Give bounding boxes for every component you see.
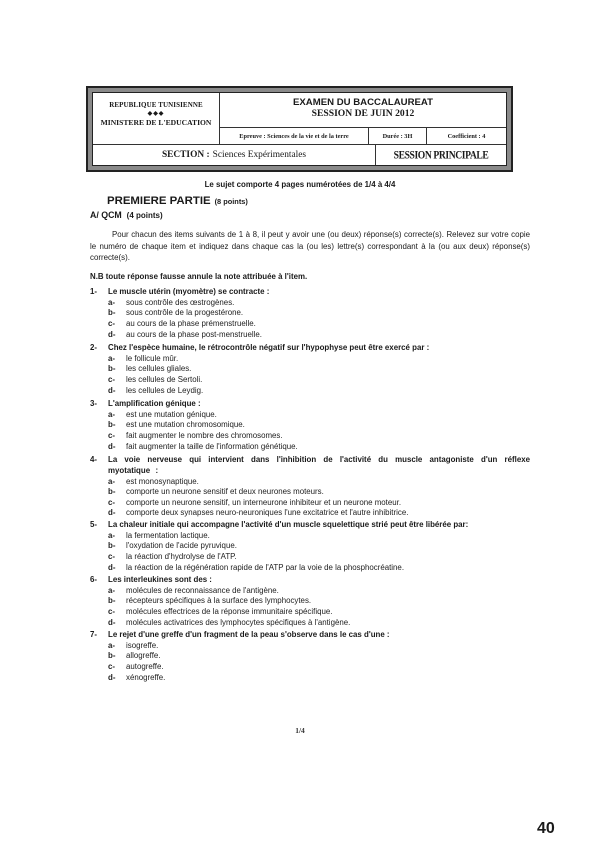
question-text: L'amplification génique :: [108, 399, 201, 408]
option-text: est une mutation chromosomique.: [126, 420, 245, 430]
option-a: [108, 531, 530, 542]
option-letter: b-: [108, 541, 116, 551]
exam-header: [92, 92, 507, 166]
option-text: fait augmenter la taille de l'information génétique.: [126, 441, 298, 451]
exam-title: EXAMEN DU BACCALAUREAT: [293, 97, 433, 108]
question-number: 7-: [90, 630, 98, 639]
part-title-text: PREMIERE PARTIE: [107, 195, 211, 207]
option-letter: a-: [108, 640, 116, 650]
option-letter: b-: [108, 596, 116, 606]
option-d: [108, 508, 530, 519]
option-text: l'oxydation de l'acide pyruvique.: [126, 541, 237, 551]
header-meta-row: [220, 128, 506, 144]
option-a: [108, 586, 530, 597]
session-type: SESSION PRINCIPALE: [393, 148, 489, 162]
option-text: molécules de reconnaissance de l'antigène.: [126, 585, 279, 595]
question-1: [90, 287, 530, 340]
header-ministry: MINISTERE DE L'EDUCATION: [100, 118, 212, 127]
question-text: Chez l'espèce humaine, le rétrocontrôle négatif sur l'hypophyse peut être exercé par :: [108, 343, 430, 352]
option-text: les cellules gliales.: [126, 364, 192, 374]
question-number: 3-: [90, 399, 98, 408]
option-text: allogreffe.: [126, 651, 161, 661]
option-letter: c-: [108, 430, 116, 440]
question-number: 1-: [90, 287, 98, 296]
qcm-title-text: A/ QCM: [90, 210, 122, 220]
section-value: Sciences Expérimentales: [212, 150, 307, 160]
question-text: Le rejet d'une greffe d'un fragment de la peau s'observe dans le cas d'une :: [108, 630, 390, 639]
nb-note: N.B toute réponse fausse annule la note attribuée à l'item.: [90, 272, 308, 281]
option-letter: c-: [108, 661, 116, 671]
question-3: [90, 399, 530, 452]
option-letter: c-: [108, 497, 116, 507]
qcm-title: [90, 210, 163, 220]
question-number: 5-: [90, 520, 98, 529]
option-b: [108, 596, 530, 607]
option-letter: b-: [108, 364, 116, 374]
page-count-note: Le sujet comporte 4 pages numérotées de 1/4 à 4/4: [204, 180, 396, 189]
option-text: la réaction d'hydrolyse de l'ATP.: [126, 551, 237, 561]
option-text: les cellules de Leydig.: [126, 385, 204, 395]
question-number: 2-: [90, 343, 98, 352]
option-letter: c-: [108, 606, 116, 616]
option-text: sous contrôle des œstrogènes.: [126, 297, 235, 307]
question-6: [90, 575, 530, 628]
option-text: sous contrôle de la progestérone.: [126, 308, 244, 318]
option-b: [108, 420, 530, 431]
folio-number: 40: [537, 820, 555, 837]
option-d: [108, 618, 530, 629]
option-a: [108, 354, 530, 365]
option-text: le follicule mûr.: [126, 353, 179, 363]
option-text: comporte un neurone sensitif et deux neurones moteurs.: [126, 487, 324, 497]
option-letter: d-: [108, 385, 116, 395]
option-text: la fermentation lactique.: [126, 530, 210, 540]
option-letter: b-: [108, 420, 116, 430]
header-country: REPUBLIQUE TUNISIENNE: [109, 101, 203, 109]
question-text: Les interleukines sont des :: [108, 575, 212, 584]
part-title: [107, 195, 248, 207]
option-d: [108, 330, 530, 341]
question-text: La chaleur initiale qui accompagne l'activité d'un muscle squelettique strié peut être libérée par:: [108, 520, 469, 529]
header-section-row: [93, 144, 506, 165]
header-title-block: [220, 93, 506, 128]
option-letter: a-: [108, 353, 116, 363]
question-4: [90, 455, 530, 519]
option-letter: d-: [108, 508, 116, 518]
question-7: [90, 630, 530, 683]
option-c: [108, 607, 530, 618]
question-number: 4-: [90, 455, 98, 464]
option-b: [108, 651, 530, 662]
qcm-instructions: [90, 229, 530, 264]
exam-section: [93, 145, 376, 165]
option-letter: a-: [108, 530, 116, 540]
option-letter: d-: [108, 672, 116, 682]
header-institution: [93, 93, 220, 144]
option-text: les cellules de Sertoli.: [126, 374, 203, 384]
option-c: [108, 552, 530, 563]
option-letter: c-: [108, 318, 116, 328]
option-text: au cours de la phase prémenstruelle.: [126, 318, 256, 328]
question-text: Le muscle utérin (myomètre) se contracte :: [108, 287, 270, 296]
option-d: [108, 386, 530, 397]
section-label: SECTION :: [161, 150, 210, 160]
option-letter: d-: [108, 617, 116, 627]
exam-subject: Epreuve : Sciences de la vie et de la terre: [220, 128, 369, 144]
option-b: [108, 364, 530, 375]
option-text: fait augmenter le nombre des chromosomes.: [126, 430, 283, 440]
option-text: comporte un neurone sensitif, un interneurone inhibiteur et un neurone moteur.: [126, 497, 402, 507]
part-points: (8 points): [214, 197, 248, 206]
option-a: [108, 298, 530, 309]
option-text: récepteurs spécifiques à la surface des lymphocytes.: [126, 596, 312, 606]
option-letter: a-: [108, 585, 116, 595]
session-title: SESSION DE JUIN 2012: [311, 108, 415, 119]
option-letter: b-: [108, 308, 116, 318]
option-letter: a-: [108, 476, 116, 486]
option-b: [108, 541, 530, 552]
option-d: [108, 563, 530, 574]
option-text: xénogreffe.: [126, 672, 166, 682]
option-text: est une mutation génique.: [126, 409, 217, 419]
option-b: [108, 487, 530, 498]
question-text: La voie nerveuse qui intervient dans l'inhibition de l'activité du muscle antagoniste d'un réflexe myotatique :: [108, 455, 530, 475]
option-text: au cours de la phase post-menstruelle.: [126, 329, 262, 339]
option-text: autogreffe.: [126, 661, 164, 671]
option-letter: b-: [108, 651, 116, 661]
option-text: molécules effectrices de la réponse immunitaire spécifique.: [126, 606, 333, 616]
question-2: [90, 343, 530, 396]
option-c: [108, 431, 530, 442]
option-c: [108, 662, 530, 673]
qcm-points: (4 points): [126, 211, 163, 220]
option-letter: a-: [108, 409, 116, 419]
option-letter: c-: [108, 551, 116, 561]
option-text: molécules activatrices des lymphocytes spécifiques à l'antigène.: [126, 617, 351, 627]
option-text: isogreffe.: [126, 640, 159, 650]
option-a: [108, 641, 530, 652]
exam-duration: Durée : 3H: [369, 128, 427, 144]
option-b: [108, 308, 530, 319]
option-text: comporte deux synapses neuro-neuroniques l'une excitatrice et l'autre inhibitrice.: [126, 508, 409, 518]
option-text: est monosynaptique.: [126, 476, 199, 486]
option-c: [108, 375, 530, 386]
question-5: [90, 520, 530, 573]
option-d: [108, 442, 530, 453]
exam-coefficient: Coefficient : 4: [447, 132, 486, 140]
option-letter: d-: [108, 562, 116, 572]
option-letter: d-: [108, 441, 116, 451]
option-c: [108, 498, 530, 509]
option-a: [108, 410, 530, 421]
header-exam-info: [220, 93, 506, 144]
option-a: [108, 477, 530, 488]
option-letter: c-: [108, 374, 116, 384]
page-number: 1/4: [295, 726, 305, 735]
exam-header-frame: [86, 86, 513, 172]
qcm-instructions-text: Pour chacun des items suivants de 1 à 8, il peut y avoir une (ou deux) réponse(s) correcte(s). Relevez sur votre copie le numéro de chaque item et indiquez dans chaque cas la (ou les) lettre(s) correspondant à la (ou aux deux) réponse(s) correcte(s).: [90, 230, 530, 263]
question-number: 6-: [90, 575, 98, 584]
option-text: la réaction de la régénération rapide de l'ATP par la voie de la phosphocréatine.: [126, 562, 405, 572]
option-letter: d-: [108, 329, 116, 339]
option-c: [108, 319, 530, 330]
option-d: [108, 673, 530, 684]
option-letter: a-: [108, 297, 116, 307]
diamond-ornament-icon: ◆◆◆: [147, 111, 165, 117]
option-letter: b-: [108, 487, 116, 497]
